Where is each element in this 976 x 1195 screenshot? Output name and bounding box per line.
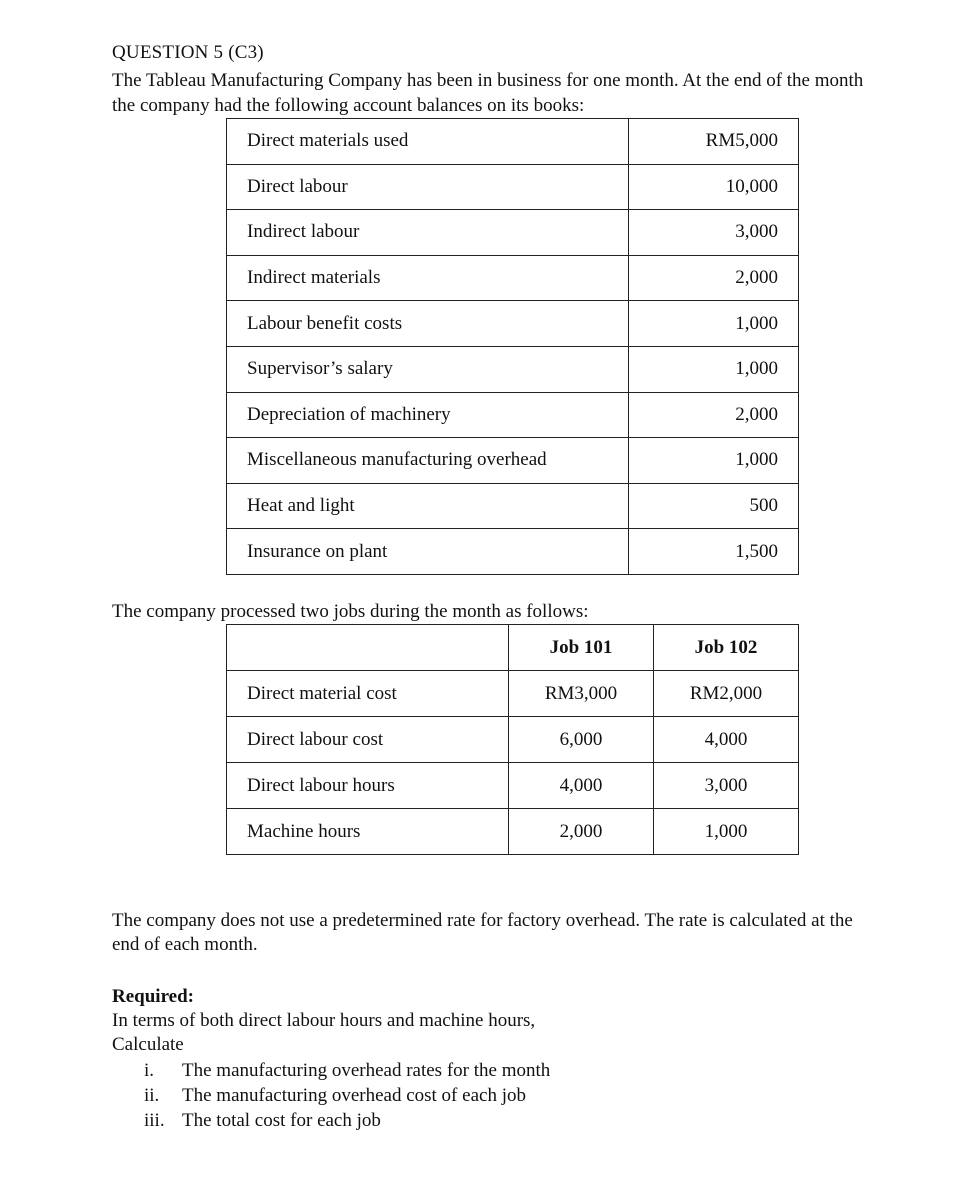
- header-job-102: Job 102: [654, 625, 799, 671]
- table-row: [227, 809, 799, 855]
- balance-amount: 10,000: [629, 164, 799, 210]
- balance-amount: RM5,000: [629, 119, 799, 165]
- item-number: iii.: [144, 1110, 165, 1131]
- balance-amount: 2,000: [629, 392, 799, 438]
- table-row: [227, 210, 799, 256]
- job-row-label: Direct labour cost: [227, 717, 509, 763]
- jobs-table: [226, 624, 799, 855]
- job-102-value: 4,000: [654, 717, 799, 763]
- item-number: i.: [144, 1060, 155, 1081]
- balance-label: Heat and light: [227, 483, 629, 529]
- list-item: [112, 1058, 550, 1083]
- intro-line-1: The Tableau Manufacturing Company has been in business for one month. At the end of the month: [112, 70, 864, 91]
- table-row: [227, 763, 799, 809]
- balance-amount: 1,000: [629, 301, 799, 347]
- account-balances-table: [226, 118, 799, 575]
- balance-label: Depreciation of machinery: [227, 392, 629, 438]
- job-101-value: RM3,000: [509, 671, 654, 717]
- list-item: [112, 1108, 550, 1133]
- balance-amount: 1,500: [629, 529, 799, 575]
- balance-amount: 1,000: [629, 346, 799, 392]
- balance-amount: 500: [629, 483, 799, 529]
- required-instructions: [112, 1009, 535, 1057]
- question-heading: QUESTION 5 (C3): [112, 42, 264, 63]
- table-row: [227, 392, 799, 438]
- header-blank-cell: [227, 625, 509, 671]
- item-text: The total cost for each job: [182, 1110, 381, 1131]
- balance-label: Indirect materials: [227, 255, 629, 301]
- balance-amount: 2,000: [629, 255, 799, 301]
- table-row: [227, 164, 799, 210]
- table-row: [227, 346, 799, 392]
- intro-line-2: the company had the following account balances on its books:: [112, 95, 585, 116]
- job-102-value: RM2,000: [654, 671, 799, 717]
- overhead-note: [112, 909, 962, 957]
- required-items-list: [112, 1058, 550, 1133]
- note-line-2: end of each month.: [112, 934, 258, 955]
- note-line-1: The company does not use a predetermined rate for factory overhead. The rate is calculated at the: [112, 910, 853, 931]
- job-102-value: 1,000: [654, 809, 799, 855]
- table-row: [227, 438, 799, 484]
- jobs-intro: The company processed two jobs during the month as follows:: [112, 601, 589, 622]
- job-row-label: Direct material cost: [227, 671, 509, 717]
- balance-label: Direct materials used: [227, 119, 629, 165]
- job-row-label: Direct labour hours: [227, 763, 509, 809]
- item-text: The manufacturing overhead rates for the month: [182, 1060, 551, 1081]
- balance-label: Labour benefit costs: [227, 301, 629, 347]
- table-row: [227, 483, 799, 529]
- job-101-value: 2,000: [509, 809, 654, 855]
- job-101-value: 6,000: [509, 717, 654, 763]
- job-101-value: 4,000: [509, 763, 654, 809]
- required-line-2: Calculate: [112, 1034, 184, 1055]
- balance-amount: 1,000: [629, 438, 799, 484]
- question-intro: [112, 68, 972, 118]
- item-number: ii.: [144, 1085, 160, 1106]
- balance-label: Indirect labour: [227, 210, 629, 256]
- balance-label: Miscellaneous manufacturing overhead: [227, 438, 629, 484]
- item-text: The manufacturing overhead cost of each job: [182, 1085, 526, 1106]
- table-row: [227, 255, 799, 301]
- table-row: [227, 529, 799, 575]
- table-row: [227, 301, 799, 347]
- table-row: [227, 119, 799, 165]
- balance-label: Supervisor’s salary: [227, 346, 629, 392]
- table-header-row: [227, 625, 799, 671]
- balance-label: Direct labour: [227, 164, 629, 210]
- balance-label: Insurance on plant: [227, 529, 629, 575]
- balance-amount: 3,000: [629, 210, 799, 256]
- job-row-label: Machine hours: [227, 809, 509, 855]
- header-job-101: Job 101: [509, 625, 654, 671]
- job-102-value: 3,000: [654, 763, 799, 809]
- required-title: Required:: [112, 986, 194, 1007]
- table-row: [227, 717, 799, 763]
- table-row: [227, 671, 799, 717]
- list-item: [112, 1083, 550, 1108]
- required-line-1: In terms of both direct labour hours and machine hours,: [112, 1010, 536, 1031]
